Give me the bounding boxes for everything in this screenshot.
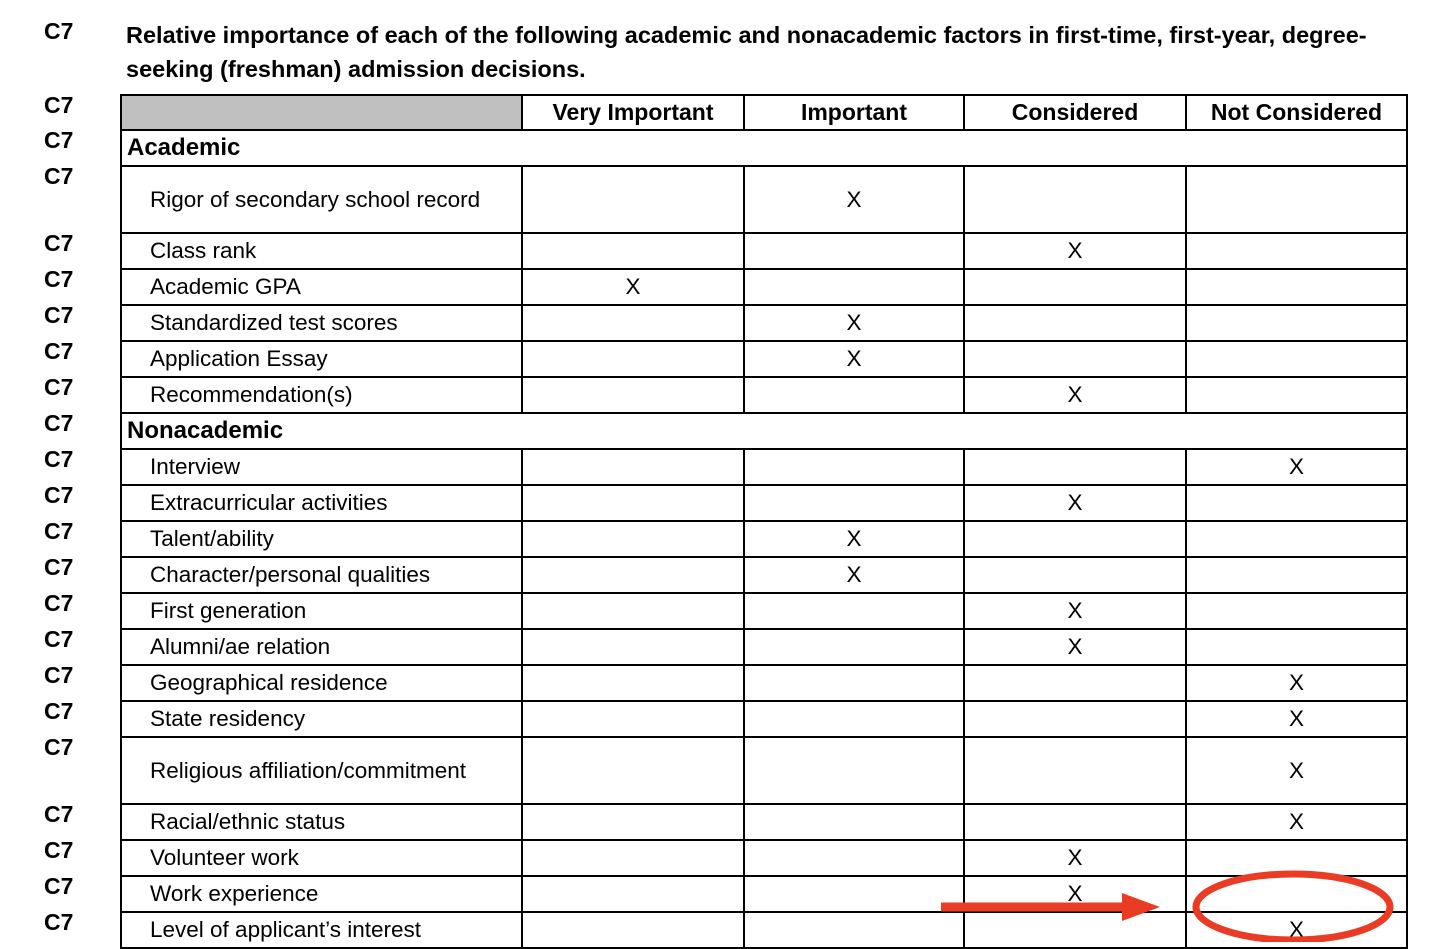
rating-mark[interactable]: X — [964, 233, 1186, 269]
rating-cell-empty[interactable] — [1186, 166, 1407, 233]
rating-cell-empty[interactable] — [964, 912, 1186, 948]
item-code-marker: C7 — [44, 338, 74, 364]
factor-label: Standardized test scores — [121, 305, 522, 341]
rating-cell-empty[interactable] — [964, 305, 1186, 341]
rating-cell-empty[interactable] — [744, 629, 964, 665]
table-row — [121, 377, 1407, 413]
factor-label: Religious affiliation/commitment — [121, 737, 522, 804]
rating-mark[interactable]: X — [1186, 804, 1407, 840]
rating-cell-empty[interactable] — [522, 665, 744, 701]
factor-label: Work experience — [121, 876, 522, 912]
rating-cell-empty[interactable] — [1186, 485, 1407, 521]
rating-cell-empty[interactable] — [1186, 305, 1407, 341]
column-header-important: Important — [744, 95, 964, 130]
rating-cell-empty[interactable] — [1186, 521, 1407, 557]
table-row — [121, 166, 1407, 233]
table-row — [121, 876, 1407, 912]
factor-label: Geographical residence — [121, 665, 522, 701]
rating-cell-empty[interactable] — [744, 840, 964, 876]
rating-cell-empty[interactable] — [1186, 629, 1407, 665]
rating-mark[interactable]: X — [964, 840, 1186, 876]
section-header-row-academic — [121, 130, 1407, 166]
rating-cell-empty[interactable] — [744, 912, 964, 948]
table-row — [121, 269, 1407, 305]
table-row — [121, 557, 1407, 593]
item-code-marker: C7 — [44, 302, 74, 328]
rating-cell-empty[interactable] — [744, 701, 964, 737]
item-code-marker: C7 — [44, 518, 74, 544]
factor-label: Class rank — [121, 233, 522, 269]
item-code-marker: C7 — [44, 410, 74, 436]
table-row — [121, 593, 1407, 629]
rating-cell-empty[interactable] — [1186, 557, 1407, 593]
rating-cell-empty[interactable] — [964, 804, 1186, 840]
rating-cell-empty[interactable] — [522, 840, 744, 876]
rating-mark[interactable]: X — [744, 521, 964, 557]
rating-mark[interactable]: X — [1186, 665, 1407, 701]
rating-mark[interactable]: X — [744, 166, 964, 233]
item-code-marker: C7 — [44, 590, 74, 616]
item-code-marker: C7 — [44, 374, 74, 400]
table-row — [121, 737, 1407, 804]
section-header-label-academic: Academic — [121, 130, 1407, 166]
item-code-gutter — [0, 0, 120, 942]
rating-cell-empty[interactable] — [1186, 377, 1407, 413]
rating-cell-empty[interactable] — [964, 557, 1186, 593]
rating-cell-empty[interactable] — [964, 166, 1186, 233]
rating-cell-empty[interactable] — [964, 521, 1186, 557]
rating-cell-empty[interactable] — [522, 485, 744, 521]
factor-label: Extracurricular activities — [121, 485, 522, 521]
rating-cell-empty[interactable] — [744, 449, 964, 485]
item-code-marker: C7 — [44, 909, 74, 935]
item-code-marker: C7 — [44, 446, 74, 472]
rating-cell-empty[interactable] — [522, 521, 744, 557]
factor-label: Recommendation(s) — [121, 377, 522, 413]
rating-cell-empty[interactable] — [744, 593, 964, 629]
item-code-marker: C7 — [44, 92, 74, 118]
rating-cell-empty[interactable] — [1186, 341, 1407, 377]
rating-cell-empty[interactable] — [964, 341, 1186, 377]
factors-table — [120, 94, 1408, 949]
factor-label: Level of applicant’s interest — [121, 912, 522, 948]
rating-cell-empty[interactable] — [522, 449, 744, 485]
factor-label: Interview — [121, 449, 522, 485]
column-header-not-considered: Not Considered — [1186, 95, 1407, 130]
factors-table-wrapper — [120, 94, 1406, 949]
table-row — [121, 701, 1407, 737]
table-row — [121, 233, 1407, 269]
rating-mark[interactable]: X — [522, 269, 744, 305]
item-code-marker: C7 — [44, 127, 74, 153]
factor-label: State residency — [121, 701, 522, 737]
rating-cell-empty[interactable] — [964, 665, 1186, 701]
table-row — [121, 521, 1407, 557]
item-code-marker: C7 — [44, 734, 74, 760]
table-header-row — [121, 95, 1407, 130]
page-title: Relative importance of each of the following academic and nonacademic factors in first-time, first-year, degree-seeking (freshman) admission decisions. — [126, 22, 1367, 82]
item-code-marker: C7 — [44, 554, 74, 580]
rating-mark[interactable]: X — [964, 377, 1186, 413]
section-header-label-nonacademic: Nonacademic — [121, 413, 1407, 449]
factor-label: Academic GPA — [121, 269, 522, 305]
rating-cell-empty[interactable] — [522, 701, 744, 737]
rating-mark[interactable]: X — [744, 305, 964, 341]
rating-cell-empty[interactable] — [522, 557, 744, 593]
rating-mark[interactable]: X — [1186, 449, 1407, 485]
rating-cell-empty[interactable] — [522, 341, 744, 377]
table-row — [121, 629, 1407, 665]
rating-cell-empty[interactable] — [522, 166, 744, 233]
rating-cell-empty[interactable] — [744, 269, 964, 305]
table-row — [121, 449, 1407, 485]
item-code-title: C7 — [44, 18, 74, 44]
rating-mark[interactable]: X — [1186, 737, 1407, 804]
rating-mark[interactable]: X — [1186, 912, 1407, 948]
table-row — [121, 840, 1407, 876]
table-row — [121, 341, 1407, 377]
item-code-marker: C7 — [44, 163, 74, 189]
factor-label: First generation — [121, 593, 522, 629]
item-code-marker: C7 — [44, 698, 74, 724]
rating-cell-empty[interactable] — [522, 233, 744, 269]
item-code-marker: C7 — [44, 266, 74, 292]
rating-cell-empty[interactable] — [744, 804, 964, 840]
rating-cell-empty[interactable] — [1186, 840, 1407, 876]
rating-cell-empty[interactable] — [1186, 593, 1407, 629]
rating-cell-empty[interactable] — [744, 876, 964, 912]
rating-mark[interactable]: X — [1186, 701, 1407, 737]
factor-label: Volunteer work — [121, 840, 522, 876]
factor-label: Racial/ethnic status — [121, 804, 522, 840]
item-code-marker: C7 — [44, 873, 74, 899]
rating-cell-empty[interactable] — [1186, 269, 1407, 305]
rating-cell-empty[interactable] — [1186, 233, 1407, 269]
rating-cell-empty[interactable] — [522, 629, 744, 665]
table-row — [121, 804, 1407, 840]
item-code-marker: C7 — [44, 801, 74, 827]
rating-cell-empty[interactable] — [1186, 876, 1407, 912]
rating-mark[interactable]: X — [964, 593, 1186, 629]
rating-cell-empty[interactable] — [522, 593, 744, 629]
table-row — [121, 912, 1407, 948]
rating-cell-empty[interactable] — [522, 305, 744, 341]
column-header-very-important: Very Important — [522, 95, 744, 130]
rating-cell-empty[interactable] — [522, 912, 744, 948]
rating-cell-empty[interactable] — [964, 269, 1186, 305]
rating-cell-empty[interactable] — [964, 737, 1186, 804]
rating-cell-empty[interactable] — [744, 233, 964, 269]
item-code-marker: C7 — [44, 662, 74, 688]
table-row — [121, 665, 1407, 701]
rating-cell-empty[interactable] — [744, 377, 964, 413]
item-code-marker: C7 — [44, 837, 74, 863]
item-code-marker: C7 — [44, 230, 74, 256]
table-row — [121, 485, 1407, 521]
rating-cell-empty[interactable] — [744, 665, 964, 701]
rating-cell-empty[interactable] — [522, 804, 744, 840]
rating-cell-empty[interactable] — [744, 737, 964, 804]
rating-cell-empty[interactable] — [522, 377, 744, 413]
rating-mark[interactable]: X — [964, 485, 1186, 521]
rating-cell-empty[interactable] — [522, 876, 744, 912]
column-header-considered: Considered — [964, 95, 1186, 130]
rating-mark[interactable]: X — [744, 557, 964, 593]
section-header-row-nonacademic — [121, 413, 1407, 449]
rating-mark[interactable]: X — [744, 341, 964, 377]
rating-mark[interactable]: X — [964, 629, 1186, 665]
factor-label: Rigor of secondary school record — [121, 166, 522, 233]
column-header-blank — [121, 95, 522, 130]
factor-label: Talent/ability — [121, 521, 522, 557]
item-code-marker: C7 — [44, 626, 74, 652]
rating-cell-empty[interactable] — [522, 737, 744, 804]
item-code-marker: C7 — [44, 482, 74, 508]
rating-mark[interactable]: X — [964, 876, 1186, 912]
rating-cell-empty[interactable] — [744, 485, 964, 521]
rating-cell-empty[interactable] — [964, 449, 1186, 485]
factor-label: Character/personal qualities — [121, 557, 522, 593]
rating-cell-empty[interactable] — [964, 701, 1186, 737]
table-row — [121, 305, 1407, 341]
factor-label: Alumni/ae relation — [121, 629, 522, 665]
factor-label: Application Essay — [121, 341, 522, 377]
